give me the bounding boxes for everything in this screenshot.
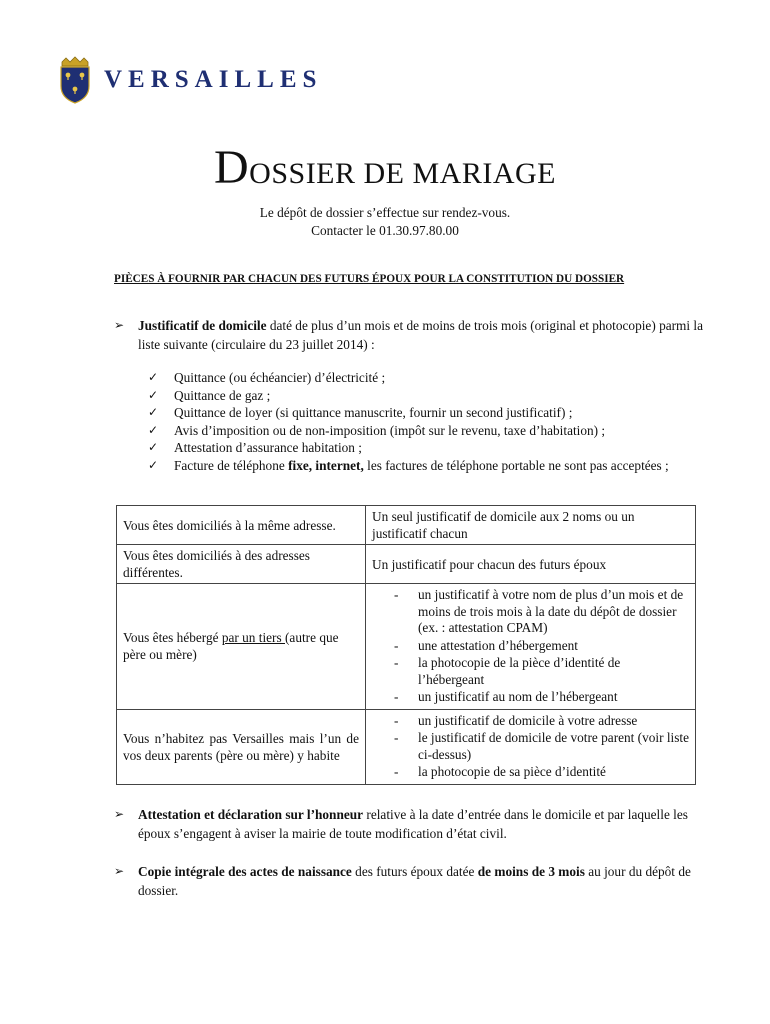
versailles-crest-icon: [58, 56, 92, 104]
list-item: [148, 404, 669, 422]
table-row: [117, 506, 696, 545]
list-item-text: Quittance de loyer (si quittance manuscrite, fournir un second justificatif) ;: [174, 405, 573, 421]
section-text: [138, 805, 714, 843]
table-row: [117, 545, 696, 584]
table-cell: Un seul justificatif de domicile aux 2 noms ou un justificatif chacun: [366, 506, 696, 545]
checkmark-icon: ✓: [148, 457, 159, 472]
intro: [0, 204, 770, 240]
intro-line-1: Le dépôt de dossier s’effectue sur rendez-vous.: [259, 205, 511, 220]
list-item-text: une attestation d’hébergement: [418, 637, 578, 653]
section-text: [138, 316, 714, 354]
table-cell: Un justificatif pour chacun des futurs époux: [366, 545, 696, 584]
list-item: - un justificatif au nom de l’hébergeant: [394, 689, 618, 704]
section-body: relative à la date d’entrée dans le domicile et par laquelle les époux s’engagent à aviser la mairie de toute modification d’état civil.: [138, 807, 688, 841]
section-body: des futurs époux datée: [351, 864, 478, 879]
arrow-bullet-icon: ➢: [114, 807, 125, 821]
list-item: - un justificatif à votre nom de plus d’un mois et de moins de trois mois à la date du dépôt de dossier (ex. : attestation CPAM): [394, 587, 684, 635]
section-bold: Attestation et déclaration sur l’honneur: [138, 807, 364, 822]
list-item: [148, 457, 669, 475]
list-item-text: un justificatif de domicile à votre adresse: [418, 712, 638, 728]
table-cell: [117, 584, 366, 710]
text-underlined: par un tiers: [221, 630, 285, 646]
dash-list: [372, 587, 689, 706]
table-row: [117, 709, 696, 784]
arrow-bullet-icon: ➢: [114, 318, 125, 332]
text-fragment: (autre que père ou mère): [123, 630, 339, 663]
logo: [58, 56, 322, 104]
dash-list: [372, 713, 689, 781]
table-cell: Vous êtes domiciliés à des adresses différentes.: [117, 545, 366, 584]
list-item-text: Quittance (ou échéancier) d’électricité ;: [174, 370, 386, 385]
section-heading: PIÈCES À FOURNIR PAR CHACUN DES FUTURS ÉPOUX POUR LA CONSTITUTION DU DOSSIER: [114, 273, 625, 285]
checkmark-icon: ✓: [148, 387, 159, 402]
arrow-bullet-icon: ➢: [114, 864, 125, 878]
title-rest: OSSIER DE MARIAGE: [249, 157, 557, 190]
section-text: [138, 862, 714, 900]
list-item: [148, 439, 669, 457]
address-table: [116, 505, 696, 785]
section-bold: Justificatif de domicile: [138, 318, 267, 333]
list-item-text: Avis d’imposition ou de non-imposition (impôt sur le revenu, taxe d’habitation) ;: [174, 422, 606, 438]
section-body: daté de plus d’un mois et de moins de trois mois (original et photocopie) parmi la liste suivante (circulaire du 23 juillet 2014) :: [138, 318, 704, 352]
text-fragment: les factures de téléphone portable ne sont pas acceptées ;: [363, 457, 669, 473]
table-cell: Vous n’habitez pas Versailles mais l’un de vos deux parents (père ou mère) y habite: [117, 709, 366, 784]
list-item-text: [174, 457, 669, 475]
section-body: au jour du dépôt de dossier.: [138, 864, 691, 898]
list-item: [148, 422, 669, 440]
section-bold: de moins de 3 mois: [477, 864, 585, 879]
table-cell: [366, 709, 696, 784]
list-item-text: un justificatif au nom de l’hébergeant: [418, 689, 618, 704]
check-list: [148, 369, 669, 475]
text-bold: fixe, internet,: [288, 457, 364, 473]
list-item: - une attestation d’hébergement: [394, 637, 578, 653]
list-item: - un justificatif de domicile à votre adresse: [394, 712, 638, 728]
checkmark-icon: ✓: [148, 405, 159, 420]
table-row: [117, 584, 696, 710]
table-cell: [366, 584, 696, 710]
text-fragment: Facture de téléphone: [174, 457, 289, 473]
section-attestation: [114, 805, 714, 843]
table-cell: Vous êtes domiciliés à la même adresse.: [117, 506, 366, 545]
list-item-text: un justificatif à votre nom de plus d’un mois et de moins de trois mois à la date du dépôt de dossier (ex. : attestation CPAM): [418, 587, 684, 635]
list-item-text: la photocopie de la pièce d’identité de l’hébergeant: [418, 655, 621, 687]
list-item: - la photocopie de sa pièce d’identité: [394, 764, 606, 779]
checkmark-icon: ✓: [148, 440, 159, 455]
checkmark-icon: ✓: [148, 370, 159, 384]
intro-line-2: Contacter le 01.30.97.80.00: [311, 223, 459, 238]
section-actes-naissance: [114, 862, 714, 900]
text-fragment: Vous êtes hébergé: [123, 630, 222, 646]
page-title: [0, 140, 770, 202]
list-item: [148, 387, 669, 405]
list-item: [148, 369, 669, 387]
section-bold: Copie intégrale des actes de naissance: [138, 864, 352, 879]
list-item-text: le justificatif de domicile de votre parent (voir liste ci-dessus): [418, 730, 690, 762]
list-item: - le justificatif de domicile de votre parent (voir liste ci-dessus): [394, 730, 690, 762]
section-justificatif: [114, 316, 714, 354]
title-initial: D: [213, 141, 250, 194]
logo-text: VERSAILLES: [104, 66, 323, 93]
list-item: - la photocopie de la pièce d’identité de l’hébergeant: [394, 655, 621, 687]
list-item-text: Quittance de gaz ;: [174, 387, 271, 403]
list-item-text: Attestation d’assurance habitation ;: [174, 440, 362, 456]
checkmark-icon: ✓: [148, 422, 159, 437]
list-item-text: la photocopie de sa pièce d’identité: [418, 764, 606, 779]
